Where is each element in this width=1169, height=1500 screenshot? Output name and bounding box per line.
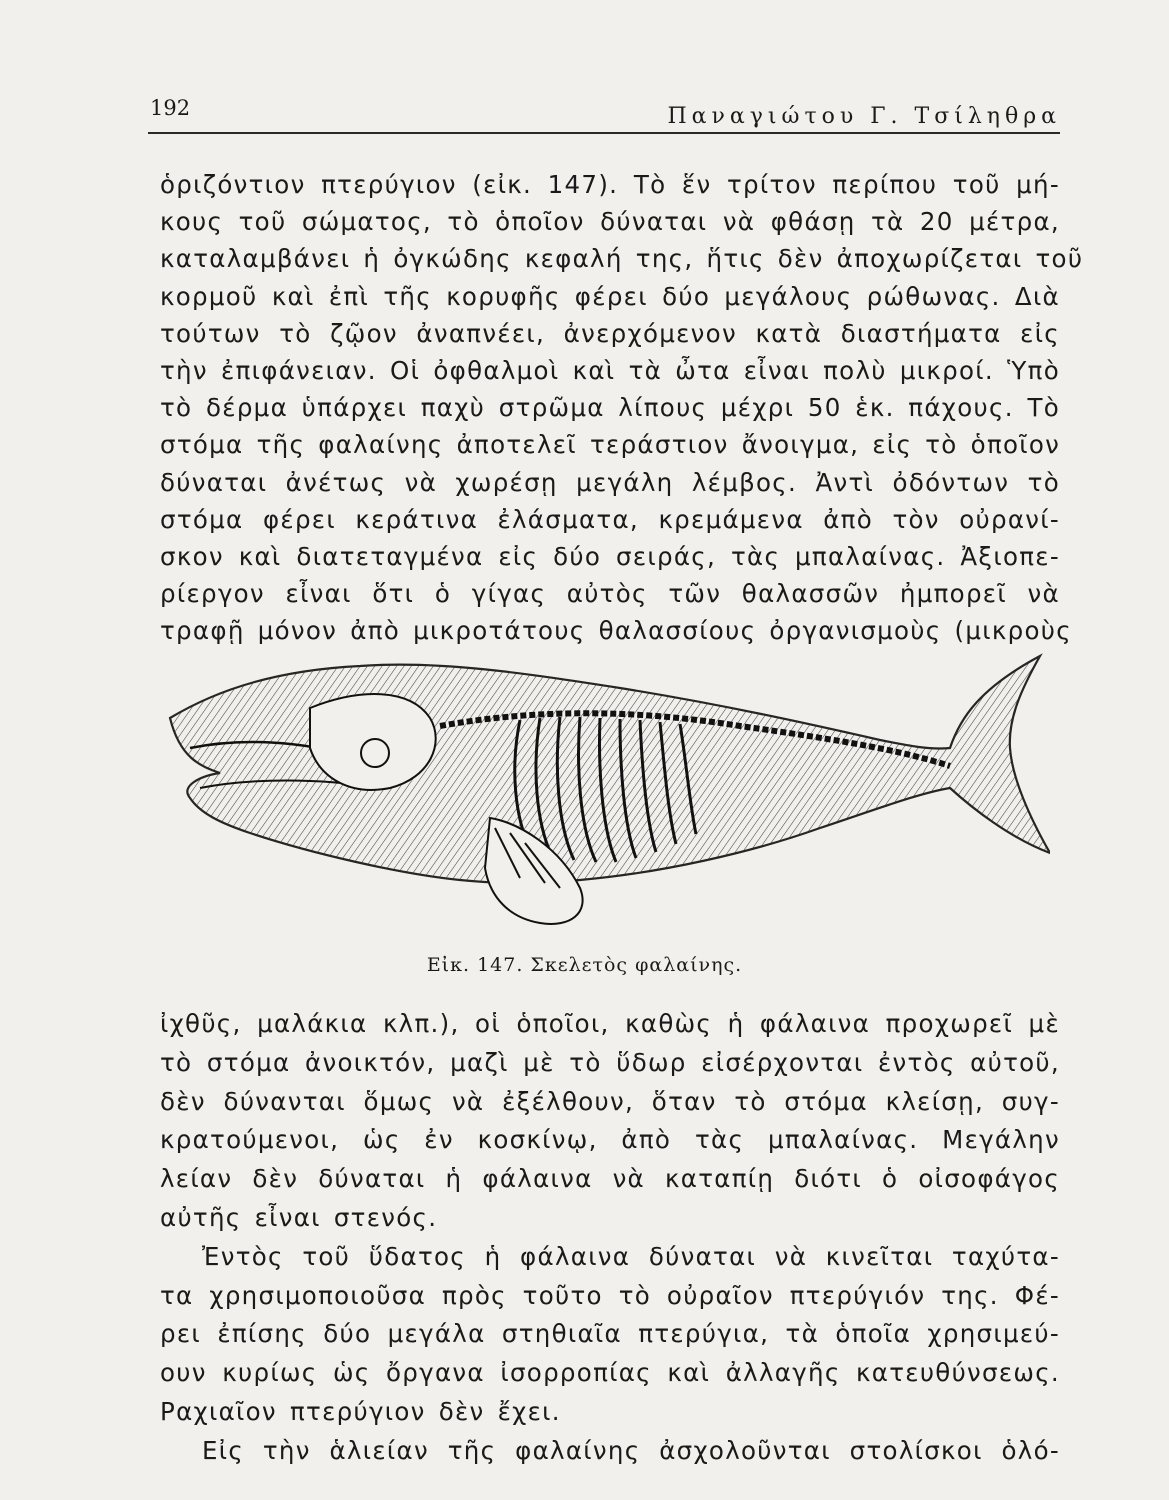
header-rule — [148, 132, 1060, 134]
text-line: τὸ δέρμα ὑπάρχει παχὺ στρῶμα λίπους μέχρι 50 ἑκ. πάχους. Τὸ — [160, 393, 1060, 423]
text-line: ρει ἐπίσης δύο μεγάλα στηθιαῖα πτερύγια, τὰ ὁποῖα χρησιμεύ- — [160, 1319, 1060, 1349]
text-line: καταλαμβάνει ἡ ὀγκώδης κεφαλή της, ἥτις δὲν ἀποχωρίζεται τοῦ — [160, 244, 1084, 274]
text-line: λείαν δὲν δύναται ἡ φάλαινα νὰ καταπίῃ διότι ὁ οἰσοφάγος — [160, 1164, 1060, 1194]
text-line: κορμοῦ καὶ ἐπὶ τῆς κορυφῆς φέρει δύο μεγάλους ρώθωνας. Διὰ — [160, 281, 1060, 311]
body-text-top — [160, 166, 1084, 649]
text-line: δὲν δύνανται ὅμως νὰ ἐξέλθουν, ὅταν τὸ στόμα κλείσῃ, συγ- — [160, 1086, 1060, 1116]
text-line: σκον καὶ διατεταγμένα εἰς δύο σειράς, τὰς μπαλαίνας. Ἀξιοπε- — [160, 541, 1060, 571]
text-line: ουν κυρίως ὡς ὄργανα ἰσορροπίας καὶ ἀλλαγῆς κατευθύνσεως. — [160, 1358, 1060, 1388]
text-line: στόμα τῆς φαλαίνης ἀποτελεῖ τεράστιον ἄνοιγμα, εἰς τὸ ὁποῖον — [160, 430, 1061, 460]
text-line: ὁριζόντιον πτερύγιον (εἰκ. 147). Τὸ ἕν τρίτον περίπου τοῦ μή- — [160, 170, 1060, 199]
whale-skull — [310, 694, 436, 790]
text-line: δύναται ἀνέτως νὰ χωρέσῃ μεγάλη λέμβος. Ἀντὶ ὀδόντων τὸ — [160, 467, 1060, 497]
text-line: ἰχθῦς, μαλάκια κλπ.), οἱ ὁποῖοι, καθὼς ἡ φάλαινα προχωρεῖ μὲ — [160, 1009, 1060, 1038]
page-number: 192 — [150, 96, 191, 120]
text-line: τὸ στόμα ἀνοικτόν, μαζὶ μὲ τὸ ὕδωρ εἰσέρχονται ἐντὸς αὐτοῦ, — [160, 1047, 1060, 1077]
figure-caption: Εἰκ. 147. Σκελετὸς φαλαίνης. — [426, 954, 743, 976]
text-line: Ραχιαῖον πτερύγιον δὲν ἔχει. — [160, 1396, 561, 1426]
text-line: κρατούμενοι, ὡς ἐν κοσκίνῳ, ἀπὸ τὰς μπαλαίνας. Μεγάλην — [160, 1125, 1060, 1155]
text-line: Ἐντὸς τοῦ ὕδατος ἡ φάλαινα δύναται νὰ κινεῖται ταχύτα- — [202, 1241, 1060, 1271]
whale-skeleton-illustration — [160, 648, 1050, 938]
text-line: στόμα φέρει κεράτινα ἐλάσματα, κρεμάμενα ἀπὸ τὸν οὐρανί- — [160, 504, 1060, 534]
text-line: τούτων τὸ ζῷον ἀναπνέει, ἀνερχόμενον κατὰ διαστήματα εἰς — [160, 318, 1060, 348]
text-line: Εἰς τὴν ἁλιείαν τῆς φαλαίνης ἀσχολοῦνται στολίσκοι ὁλό- — [202, 1435, 1060, 1465]
whale-skeleton-figure — [160, 648, 1050, 938]
running-title: Παναγιώτου Γ. Τσίληθρα — [667, 104, 1061, 129]
text-line: τα χρησιμοποιοῦσα πρὸς τοῦτο τὸ οὐραῖον πτερύγιόν της. Φέ- — [160, 1280, 1060, 1310]
body-text-bottom — [160, 1005, 1060, 1471]
text-line: ρίεργον εἶναι ὅτι ὁ γίγας αὐτὸς τῶν θαλασσῶν ἠμπορεῖ νὰ — [160, 579, 1060, 609]
text-line: τὴν ἐπιφάνειαν. Οἱ ὀφθαλμοὶ καὶ τὰ ὦτα εἶναι πολὺ μικροί. Ὑπὸ — [160, 355, 1060, 385]
text-line: αὐτῆς εἶναι στενός. — [160, 1202, 438, 1232]
text-line: κους τοῦ σώματος, τὸ ὁποῖον δύναται νὰ φθάσῃ τὰ 20 μέτρα, — [160, 207, 1060, 237]
text-line: τραφῇ μόνον ἀπὸ μικροτάτους θαλασσίους ὀργανισμοὺς (μικροὺς — [160, 616, 1072, 646]
